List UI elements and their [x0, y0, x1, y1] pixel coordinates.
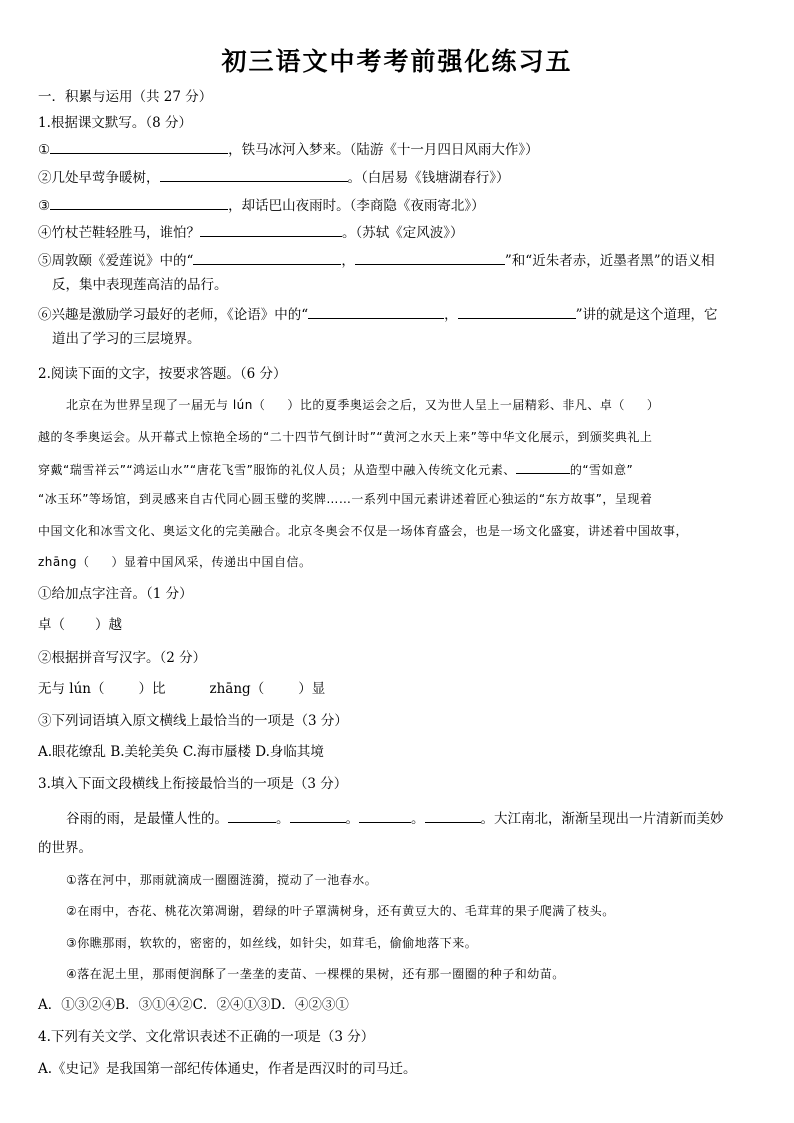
q4-option-a: A.《史记》是我国第一部纪传体通史，作者是西汉时的司马迁。 — [38, 1061, 417, 1077]
q3-text-line-1 — [66, 808, 724, 828]
passage-line-4: “冰玉环”等场馆，到灵感来自古代同心圆玉璧的奖牌……一系列中国元素讲述着匠心独运的“东方故事”，呈现着 — [38, 492, 653, 506]
q3-text: 。 — [411, 811, 425, 827]
q1-item-5 — [38, 250, 715, 270]
answer-blank[interactable] — [290, 808, 346, 823]
answer-blank[interactable] — [425, 808, 481, 823]
section-heading: 一．积累与运用（共 27 分） — [38, 89, 213, 105]
q3-text: 谷雨的雨，是最懂人性的。 — [66, 811, 228, 827]
q1-item-5-post: ”和“近朱者赤，近墨者黑”的语义相 — [504, 253, 715, 269]
answer-blank[interactable] — [516, 459, 570, 474]
q1-heading: 1.根据课文默写。（8 分） — [38, 115, 193, 131]
answer-blank[interactable] — [359, 808, 411, 823]
q1-item-2-pre: ②几处早莺争暖树， — [38, 170, 160, 186]
answer-blank[interactable] — [200, 222, 342, 237]
answer-label: ）越 — [95, 617, 122, 633]
q3-heading: 3.填入下面文段横线上衔接最恰当的一项是（3 分） — [38, 776, 348, 792]
q3-option-4: ④落在泥土里，那雨便润酥了一垄垄的麦苗、一棵棵的果树，还有那一圈圈的种子和幼苗。 — [66, 967, 565, 981]
passage-line-1 — [66, 396, 659, 414]
q1-item-4 — [38, 222, 464, 242]
q1-item-2-post: 。（白居易《钱塘湖春行》） — [347, 170, 510, 186]
q1-item-6-cont: 道出了学习的三层境界。 — [52, 331, 201, 347]
answer-blank[interactable] — [458, 304, 576, 319]
passage-text: ）比的夏季奥运会之后，又为世人呈上一届精彩、非凡、卓（ — [287, 398, 625, 412]
q3-text: 。大江南北，渐渐呈现出一片清新而美妙 — [480, 811, 724, 827]
q1-item-1 — [38, 139, 539, 159]
answer-blank[interactable] — [160, 167, 348, 182]
passage-line-2: 越的冬季奥运会。从开幕式上惊艳全场的“二十四节气倒计时”“黄河之水天上来”等中华文化展示，到颁奖典礼上 — [38, 430, 653, 444]
answer-label: 无与 lún（ — [38, 681, 105, 697]
passage-text: 北京在为世界呈现了一届无与 lún（ — [66, 398, 266, 412]
q4-heading: 4.下列有关文学、文化常识表述不正确的一项是（3 分） — [38, 1029, 375, 1045]
q1-item-3-num: ③ — [38, 198, 51, 214]
q2-sub-2-answer — [38, 680, 325, 698]
answer-blank[interactable] — [355, 250, 505, 265]
q3-option-2: ②在雨中，杏花、桃花次第凋谢，碧绿的叶子罩满树身，还有黄豆大的、毛茸茸的果子爬满了枝头。 — [66, 904, 615, 918]
passage-line-6 — [38, 553, 312, 571]
passage-text: 穿戴“瑞雪祥云”“鸿运山水”“唐花飞雪”服饰的礼仪人员；从造型中融入传统文化元素、 — [38, 463, 516, 477]
q2-sub-1: ①给加点字注音。（1 分） — [38, 586, 193, 602]
q1-item-3 — [38, 195, 485, 215]
q1-item-6-post: ”讲的就是这个道理，它 — [575, 307, 718, 323]
q1-item-5-pre: ⑤周敦颐《爱莲说》中的“ — [38, 253, 194, 269]
q3-text: 。 — [345, 811, 359, 827]
passage-text: 的“雪如意” — [569, 463, 634, 477]
q2-sub-3: ③下列词语填入原文横线上最恰当的一项是（3 分） — [38, 713, 348, 729]
q2-sub-3-options: A.眼花缭乱 B.美轮美奂 C.海市蜃楼 D.身临其境 — [38, 744, 324, 760]
answer-label: zhāng（ — [209, 681, 265, 697]
passage-text: zhāng（ — [38, 555, 90, 569]
q2-sub-1-answer — [38, 616, 122, 634]
passage-line-3 — [38, 459, 633, 479]
q3-text: 。 — [276, 811, 290, 827]
answer-blank[interactable] — [193, 250, 341, 265]
q1-item-5-mid: ， — [341, 253, 355, 269]
q3-option-3: ③你瞧那雨，软软的，密密的，如丝线，如针尖，如茸毛，偷偷地落下来。 — [66, 936, 478, 950]
answer-blank[interactable] — [50, 195, 228, 210]
answer-blank[interactable] — [50, 139, 228, 154]
q1-item-3-post: ，却话巴山夜雨时。（李商隐《夜雨寄北》） — [228, 198, 485, 214]
q3-choices: A．①③②④B．③①④②C．②④①③D．④②③① — [38, 997, 349, 1013]
q1-item-5-cont: 反，集中表现莲高洁的品行。 — [52, 277, 228, 293]
q1-item-1-num: ① — [38, 142, 51, 158]
answer-label: ）显 — [298, 681, 326, 697]
passage-text: ） — [646, 398, 660, 412]
q1-item-4-post: 。（苏轼《定风波》） — [342, 225, 464, 241]
q2-heading: 2.阅读下面的文字，按要求答题。（6 分） — [38, 366, 287, 382]
q1-item-2 — [38, 167, 510, 187]
page-title: 初三语文中考考前强化练习五 — [221, 47, 573, 76]
answer-blank[interactable] — [308, 304, 444, 319]
answer-blank[interactable] — [228, 808, 276, 823]
q1-item-4-pre: ④竹杖芒鞋轻胜马，谁怕？ — [38, 225, 200, 241]
passage-text: ）显着中国风采，传递出中国自信。 — [111, 555, 312, 569]
answer-label: 卓（ — [38, 617, 65, 633]
q1-item-6 — [38, 304, 718, 324]
q2-sub-2: ②根据拼音写汉字。（2 分） — [38, 650, 207, 666]
q1-item-6-mid: ， — [444, 307, 458, 323]
passage-line-5: 中国文化和冰雪文化、奥运文化的完美融合。北京冬奥会不仅是一场体育盛会，也是一场文化盛宴，讲述着中国故事， — [38, 524, 689, 538]
q1-item-6-pre: ⑥兴趣是激励学习最好的老师，《论语》中的“ — [38, 307, 309, 323]
answer-label: ）比 — [138, 681, 166, 697]
q3-option-1: ①落在河中，那雨就滴成一圈圈涟漪，搅动了一池春水。 — [66, 873, 378, 887]
q1-item-1-text: ，铁马冰河入梦来。（陆游《十一月四日风雨大作》） — [228, 142, 539, 158]
q3-text-line-2: 的世界。 — [38, 840, 92, 856]
